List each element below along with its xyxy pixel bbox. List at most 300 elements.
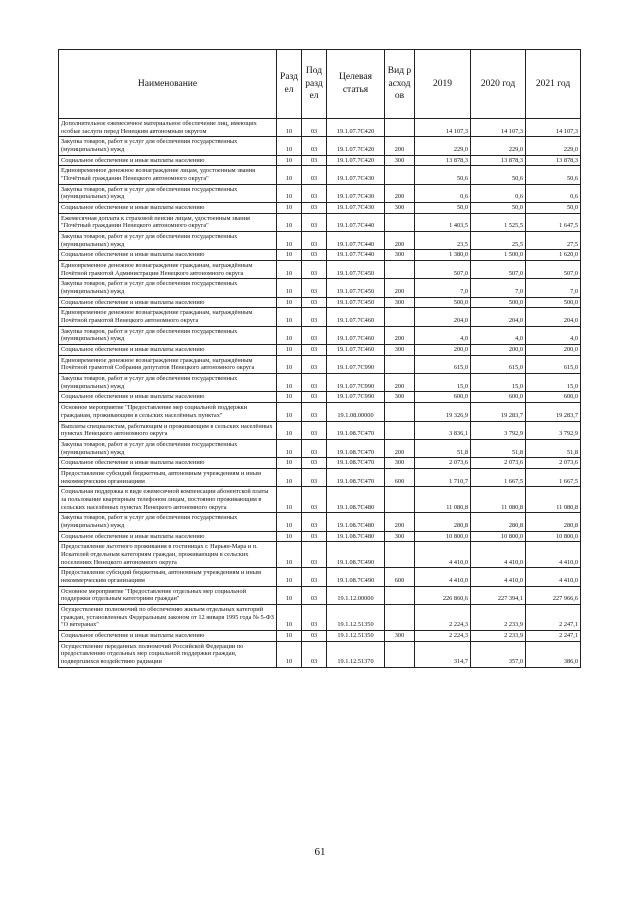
cell-expense-type (385, 308, 415, 326)
cell-value-2021: 386,0 (526, 641, 581, 667)
cell-target-code: 19.1.07.7С450 (327, 279, 385, 297)
cell-section: 10 (277, 403, 302, 421)
cell-value-2020: 507,0 (471, 261, 526, 279)
table-header-row (59, 50, 581, 119)
cell-expense-type: 200 (385, 374, 415, 392)
cell-value-2020: 615,0 (471, 355, 526, 373)
cell-section: 10 (277, 392, 302, 403)
cell-name: Единовременное денежное вознаграждение гражданам, награждённым Почётной грамотой Ненецкого автономного округа (59, 308, 277, 326)
cell-target-code: 19.1.12.00000 (327, 586, 385, 604)
cell-target-code: 19.1.07.7С990 (327, 392, 385, 403)
cell-name: Социальное обеспечение и иные выплаты населению (59, 203, 277, 214)
cell-name: Социальное обеспечение и иные выплаты населению (59, 458, 277, 469)
cell-target-code: 19.1.07.7С460 (327, 308, 385, 326)
cell-value-2020: 4 410,0 (471, 568, 526, 586)
cell-target-code: 19.1.07.7С450 (327, 261, 385, 279)
cell-value-2021: 2 073,6 (526, 458, 581, 469)
table-row (59, 203, 581, 214)
cell-subsection: 03 (302, 155, 327, 166)
cell-value-2021: 2 247,1 (526, 630, 581, 641)
cell-value-2020: 4 410,0 (471, 542, 526, 568)
cell-name: Закупка товаров, работ и услуг для обеспечения государственных (муниципальных) нужд (59, 326, 277, 344)
cell-target-code: 19.1.07.7С430 (327, 166, 385, 184)
cell-section: 10 (277, 542, 302, 568)
cell-value-2020: 13 878,3 (471, 155, 526, 166)
cell-value-2019: 1 710,7 (415, 468, 471, 486)
cell-subsection: 03 (302, 568, 327, 586)
cell-value-2019: 7,0 (415, 279, 471, 297)
cell-name: Выплаты специалистам, работающим и проживающим в сельских населённых пунктах Ненецкого автономного округа (59, 421, 277, 439)
cell-subsection: 03 (302, 421, 327, 439)
cell-name: Основное мероприятие "Предоставление мер социальной поддержки гражданам, проживающим в сельских населённых пунктах" (59, 403, 277, 421)
cell-section: 10 (277, 468, 302, 486)
cell-target-code: 19.1.07.7С990 (327, 374, 385, 392)
cell-value-2020: 500,0 (471, 297, 526, 308)
cell-section: 10 (277, 213, 302, 231)
cell-target-code: 19.1.08.7С490 (327, 568, 385, 586)
cell-section: 10 (277, 119, 302, 137)
cell-value-2021: 615,0 (526, 355, 581, 373)
cell-value-2020: 0,6 (471, 184, 526, 202)
cell-value-2019: 4 410,0 (415, 568, 471, 586)
cell-section: 10 (277, 308, 302, 326)
cell-value-2021: 200,0 (526, 345, 581, 356)
cell-target-code: 19.1.07.7С450 (327, 297, 385, 308)
cell-subsection: 03 (302, 250, 327, 261)
cell-name: Осуществление полномочий по обеспечению жильем отдельных категорий граждан, установленных Федеральным законом от 12 января 1995 года № 5-ФЗ "О ветеранах" (59, 604, 277, 630)
cell-value-2019: 204,0 (415, 308, 471, 326)
cell-target-code: 19.1.08.7С470 (327, 468, 385, 486)
cell-value-2021: 4 410,0 (526, 568, 581, 586)
cell-section: 10 (277, 513, 302, 531)
cell-name: Закупка товаров, работ и услуг для обеспечения государственных (муниципальных) нужд (59, 137, 277, 155)
header-2020: 2020 год (471, 50, 526, 119)
cell-expense-type: 200 (385, 232, 415, 250)
cell-value-2019: 4 410,0 (415, 542, 471, 568)
table-row (59, 345, 581, 356)
cell-expense-type (385, 355, 415, 373)
cell-value-2019: 0,6 (415, 184, 471, 202)
cell-value-2019: 13 878,3 (415, 155, 471, 166)
cell-target-code: 19.1.07.7С440 (327, 250, 385, 261)
cell-value-2019: 50,0 (415, 203, 471, 214)
table-row (59, 468, 581, 486)
cell-value-2021: 50,0 (526, 203, 581, 214)
cell-value-2021: 600,0 (526, 392, 581, 403)
cell-value-2021: 14 107,3 (526, 119, 581, 137)
cell-value-2020: 10 800,0 (471, 531, 526, 542)
cell-target-code: 19.1.07.7С460 (327, 345, 385, 356)
table-row (59, 297, 581, 308)
cell-subsection: 03 (302, 542, 327, 568)
cell-section: 10 (277, 326, 302, 344)
cell-name: Закупка товаров, работ и услуг для обеспечения государственных (муниципальных) нужд (59, 184, 277, 202)
cell-target-code: 19.1.07.7С420 (327, 137, 385, 155)
cell-value-2020: 600,0 (471, 392, 526, 403)
cell-name: Социальное обеспечение и иные выплаты населению (59, 630, 277, 641)
cell-value-2020: 1 667,5 (471, 468, 526, 486)
cell-subsection: 03 (302, 184, 327, 202)
cell-name: Ежемесячная доплата к страховой пенсии лицам, удостоенным звания "Почётный гражданин Ненецкого автономного округа" (59, 213, 277, 231)
cell-value-2021: 1 667,5 (526, 468, 581, 486)
cell-value-2019: 1 380,0 (415, 250, 471, 261)
cell-value-2020: 11 080,8 (471, 487, 526, 513)
table-row (59, 279, 581, 297)
table-row (59, 355, 581, 373)
cell-name: Закупка товаров, работ и услуг для обеспечения государственных (муниципальных) нужд (59, 279, 277, 297)
cell-value-2020: 227 394,1 (471, 586, 526, 604)
cell-name: Социальное обеспечение и иные выплаты населению (59, 155, 277, 166)
cell-section: 10 (277, 439, 302, 457)
cell-section: 10 (277, 531, 302, 542)
cell-subsection: 03 (302, 630, 327, 641)
cell-target-code: 19.1.12.51350 (327, 604, 385, 630)
cell-name: Единовременное денежное вознаграждение лицам, удостоенным звания "Почётный гражданин Ненецкого автономного округа" (59, 166, 277, 184)
table-row (59, 155, 581, 166)
cell-target-code: 19.1.08.7С480 (327, 513, 385, 531)
cell-subsection: 03 (302, 261, 327, 279)
cell-name: Дополнительное ежемесячное материальное обеспечение лиц, имеющих особые заслуги перед Ненецким автономным округом (59, 119, 277, 137)
cell-value-2019: 14 107,3 (415, 119, 471, 137)
table-row (59, 586, 581, 604)
cell-section: 10 (277, 345, 302, 356)
cell-value-2019: 50,6 (415, 166, 471, 184)
cell-expense-type (385, 542, 415, 568)
table-row (59, 119, 581, 137)
cell-value-2021: 4 410,0 (526, 542, 581, 568)
cell-subsection: 03 (302, 308, 327, 326)
cell-value-2021: 1 620,0 (526, 250, 581, 261)
cell-section: 10 (277, 604, 302, 630)
table-row (59, 137, 581, 155)
cell-value-2019: 11 080,8 (415, 487, 471, 513)
cell-subsection: 03 (302, 355, 327, 373)
cell-subsection: 03 (302, 487, 327, 513)
cell-expense-type (385, 487, 415, 513)
cell-expense-type: 300 (385, 345, 415, 356)
cell-name: Закупка товаров, работ и услуг для обеспечения государственных (муниципальных) нужд (59, 513, 277, 531)
cell-target-code: 19.1.08.7С470 (327, 439, 385, 457)
table-row (59, 392, 581, 403)
cell-subsection: 03 (302, 326, 327, 344)
cell-value-2019: 15,0 (415, 374, 471, 392)
table-row (59, 604, 581, 630)
cell-subsection: 03 (302, 586, 327, 604)
cell-subsection: 03 (302, 513, 327, 531)
cell-target-code: 19.1.08.7С470 (327, 458, 385, 469)
cell-value-2019: 19 326,9 (415, 403, 471, 421)
table-row (59, 439, 581, 457)
cell-value-2020: 200,0 (471, 345, 526, 356)
table-row (59, 326, 581, 344)
table-row (59, 232, 581, 250)
cell-expense-type (385, 119, 415, 137)
cell-value-2019: 226 860,6 (415, 586, 471, 604)
cell-value-2019: 1 403,5 (415, 213, 471, 231)
cell-name: Социальное обеспечение и иные выплаты населению (59, 392, 277, 403)
cell-subsection: 03 (302, 641, 327, 667)
cell-name: Социальное обеспечение и иные выплаты населению (59, 250, 277, 261)
cell-section: 10 (277, 250, 302, 261)
cell-section: 10 (277, 155, 302, 166)
table-row (59, 531, 581, 542)
cell-expense-type: 300 (385, 203, 415, 214)
cell-target-code: 19.1.07.7С440 (327, 232, 385, 250)
table-row (59, 542, 581, 568)
cell-expense-type (385, 586, 415, 604)
cell-expense-type: 300 (385, 155, 415, 166)
cell-value-2021: 50,6 (526, 166, 581, 184)
cell-value-2019: 4,0 (415, 326, 471, 344)
cell-name: Закупка товаров, работ и услуг для обеспечения государственных (муниципальных) нужд (59, 439, 277, 457)
cell-target-code: 19.1.07.7С420 (327, 119, 385, 137)
cell-name: Социальная поддержка в виде ежемесячной компенсации абонентской платы за пользование квартирным телефоном лицам, постоянно проживающим в сельских населённых пунктах Ненецкого автономного округа (59, 487, 277, 513)
cell-value-2020: 25,5 (471, 232, 526, 250)
cell-section: 10 (277, 458, 302, 469)
cell-section: 10 (277, 630, 302, 641)
cell-expense-type: 300 (385, 297, 415, 308)
cell-section: 10 (277, 184, 302, 202)
cell-subsection: 03 (302, 297, 327, 308)
cell-section: 10 (277, 586, 302, 604)
cell-name: Осуществление переданных полномочий Российской Федерации по предоставлению отдельных мер социальной поддержки граждан, подвергшихся воздействию радиации (59, 641, 277, 667)
cell-value-2021: 11 080,8 (526, 487, 581, 513)
cell-expense-type: 300 (385, 458, 415, 469)
cell-subsection: 03 (302, 232, 327, 250)
cell-target-code: 19.1.07.7С440 (327, 213, 385, 231)
cell-section: 10 (277, 568, 302, 586)
cell-value-2021: 7,0 (526, 279, 581, 297)
cell-value-2019: 51,8 (415, 439, 471, 457)
cell-section: 10 (277, 261, 302, 279)
cell-expense-type: 300 (385, 630, 415, 641)
cell-name: Основное мероприятие "Предоставление отдельных мер социальной поддержки отдельным категориям граждан" (59, 586, 277, 604)
cell-value-2020: 357,0 (471, 641, 526, 667)
cell-value-2020: 1 500,0 (471, 250, 526, 261)
cell-expense-type (385, 261, 415, 279)
cell-value-2020: 2 233,9 (471, 604, 526, 630)
cell-subsection: 03 (302, 279, 327, 297)
table-row (59, 308, 581, 326)
header-section: Раздел (277, 50, 302, 119)
cell-expense-type (385, 641, 415, 667)
cell-expense-type: 600 (385, 568, 415, 586)
cell-target-code: 19.1.08.7С470 (327, 421, 385, 439)
header-2021: 2021 год (526, 50, 581, 119)
cell-value-2019: 615,0 (415, 355, 471, 373)
cell-expense-type (385, 421, 415, 439)
table-row (59, 403, 581, 421)
cell-section: 10 (277, 487, 302, 513)
table-row (59, 250, 581, 261)
cell-value-2019: 507,0 (415, 261, 471, 279)
cell-value-2019: 500,0 (415, 297, 471, 308)
cell-subsection: 03 (302, 374, 327, 392)
cell-section: 10 (277, 641, 302, 667)
cell-expense-type (385, 403, 415, 421)
cell-value-2020: 1 525,5 (471, 213, 526, 231)
cell-value-2019: 280,8 (415, 513, 471, 531)
cell-value-2019: 314,7 (415, 641, 471, 667)
cell-value-2020: 2 073,6 (471, 458, 526, 469)
cell-value-2020: 7,0 (471, 279, 526, 297)
cell-expense-type: 200 (385, 439, 415, 457)
cell-value-2020: 204,0 (471, 308, 526, 326)
cell-target-code: 19.1.08.7С490 (327, 542, 385, 568)
cell-target-code: 19.1.08.00000 (327, 403, 385, 421)
cell-subsection: 03 (302, 531, 327, 542)
header-subsection: Подраздел (302, 50, 327, 119)
cell-target-code: 19.1.07.7С460 (327, 326, 385, 344)
cell-name: Предоставление субсидий бюджетным, автономным учреждениям и иным некоммерческим организациям (59, 468, 277, 486)
cell-subsection: 03 (302, 119, 327, 137)
table-row (59, 374, 581, 392)
table-row (59, 261, 581, 279)
cell-value-2021: 27,5 (526, 232, 581, 250)
cell-value-2021: 280,8 (526, 513, 581, 531)
cell-value-2020: 229,0 (471, 137, 526, 155)
cell-value-2021: 500,0 (526, 297, 581, 308)
cell-expense-type: 300 (385, 250, 415, 261)
cell-value-2019: 23,5 (415, 232, 471, 250)
cell-target-code: 19.1.12.51350 (327, 630, 385, 641)
cell-value-2021: 19 283,7 (526, 403, 581, 421)
cell-name: Единовременное денежное вознаграждение гражданам, награждённым Почётной грамотой Собрания депутатов Ненецкого автономного округа (59, 355, 277, 373)
cell-section: 10 (277, 355, 302, 373)
cell-name: Предоставление субсидий бюджетным, автономным учреждениям и иным некоммерческим организациям (59, 568, 277, 586)
cell-value-2021: 229,0 (526, 137, 581, 155)
cell-subsection: 03 (302, 604, 327, 630)
cell-name: Социальное обеспечение и иные выплаты населению (59, 345, 277, 356)
cell-value-2020: 15,0 (471, 374, 526, 392)
cell-value-2020: 14 107,3 (471, 119, 526, 137)
cell-value-2019: 600,0 (415, 392, 471, 403)
cell-value-2021: 204,0 (526, 308, 581, 326)
cell-subsection: 03 (302, 203, 327, 214)
cell-name: Единовременное денежное вознаграждение гражданам, награждённым Почётной грамотой Администрации Ненецкого автономного округа (59, 261, 277, 279)
cell-expense-type: 200 (385, 137, 415, 155)
cell-value-2020: 3 792,9 (471, 421, 526, 439)
cell-target-code: 19.1.07.7С430 (327, 203, 385, 214)
cell-expense-type: 200 (385, 184, 415, 202)
cell-value-2019: 2 073,6 (415, 458, 471, 469)
cell-expense-type (385, 166, 415, 184)
cell-section: 10 (277, 137, 302, 155)
cell-value-2019: 10 800,0 (415, 531, 471, 542)
cell-value-2020: 2 233,9 (471, 630, 526, 641)
cell-section: 10 (277, 232, 302, 250)
cell-value-2021: 10 800,0 (526, 531, 581, 542)
cell-section: 10 (277, 374, 302, 392)
cell-target-code: 19.1.07.7С990 (327, 355, 385, 373)
header-2019: 2019 (415, 50, 471, 119)
cell-expense-type: 200 (385, 513, 415, 531)
cell-value-2020: 50,6 (471, 166, 526, 184)
cell-value-2021: 507,0 (526, 261, 581, 279)
cell-value-2019: 2 224,3 (415, 630, 471, 641)
cell-value-2019: 2 224,3 (415, 604, 471, 630)
cell-section: 10 (277, 166, 302, 184)
cell-expense-type (385, 604, 415, 630)
table-row (59, 568, 581, 586)
cell-value-2021: 51,8 (526, 439, 581, 457)
header-expense-type: Вид расходов (385, 50, 415, 119)
cell-expense-type: 200 (385, 279, 415, 297)
cell-target-code: 19.1.08.7С480 (327, 487, 385, 513)
header-name: Наименование (59, 50, 277, 119)
table-body (59, 119, 581, 668)
cell-subsection: 03 (302, 166, 327, 184)
table-row (59, 513, 581, 531)
cell-value-2019: 229,0 (415, 137, 471, 155)
cell-subsection: 03 (302, 213, 327, 231)
cell-subsection: 03 (302, 403, 327, 421)
budget-table (58, 49, 581, 668)
cell-name: Закупка товаров, работ и услуг для обеспечения государственных (муниципальных) нужд (59, 374, 277, 392)
cell-expense-type: 300 (385, 392, 415, 403)
cell-value-2020: 280,8 (471, 513, 526, 531)
cell-expense-type: 200 (385, 326, 415, 344)
cell-expense-type (385, 213, 415, 231)
table-row (59, 213, 581, 231)
cell-value-2021: 2 247,1 (526, 604, 581, 630)
cell-section: 10 (277, 421, 302, 439)
cell-expense-type: 600 (385, 468, 415, 486)
cell-name: Социальное обеспечение и иные выплаты населению (59, 297, 277, 308)
table-row (59, 641, 581, 667)
cell-subsection: 03 (302, 137, 327, 155)
cell-target-code: 19.1.12.51370 (327, 641, 385, 667)
cell-name: Социальное обеспечение и иные выплаты населению (59, 531, 277, 542)
cell-value-2020: 19 283,7 (471, 403, 526, 421)
cell-subsection: 03 (302, 458, 327, 469)
cell-subsection: 03 (302, 345, 327, 356)
table-row (59, 421, 581, 439)
cell-value-2021: 1 647,5 (526, 213, 581, 231)
table-row (59, 166, 581, 184)
cell-name: Предоставление льготного проживания в гостиницах г. Нарьян-Мара и п. Искателей отдельным категориям граждан, проживающим в сельских поселениях Ненецкого автономного округа (59, 542, 277, 568)
cell-value-2020: 4,0 (471, 326, 526, 344)
cell-value-2021: 3 792,9 (526, 421, 581, 439)
cell-value-2020: 51,8 (471, 439, 526, 457)
cell-section: 10 (277, 297, 302, 308)
cell-value-2020: 50,0 (471, 203, 526, 214)
document-page (58, 49, 580, 668)
cell-target-code: 19.1.08.7С480 (327, 531, 385, 542)
page-number: 61 (314, 846, 326, 858)
cell-value-2021: 4,0 (526, 326, 581, 344)
table-row (59, 458, 581, 469)
cell-value-2019: 200,0 (415, 345, 471, 356)
cell-value-2021: 15,0 (526, 374, 581, 392)
cell-subsection: 03 (302, 439, 327, 457)
table-row (59, 630, 581, 641)
cell-section: 10 (277, 279, 302, 297)
cell-name: Закупка товаров, работ и услуг для обеспечения государственных (муниципальных) нужд (59, 232, 277, 250)
cell-subsection: 03 (302, 392, 327, 403)
table-row (59, 487, 581, 513)
cell-target-code: 19.1.07.7С430 (327, 184, 385, 202)
cell-value-2019: 3 836,1 (415, 421, 471, 439)
cell-expense-type: 300 (385, 531, 415, 542)
table-row (59, 184, 581, 202)
cell-section: 10 (277, 203, 302, 214)
header-target: Целевая статья (327, 50, 385, 119)
cell-value-2021: 13 878,3 (526, 155, 581, 166)
cell-value-2021: 227 966,6 (526, 586, 581, 604)
cell-target-code: 19.1.07.7С420 (327, 155, 385, 166)
cell-value-2021: 0,6 (526, 184, 581, 202)
